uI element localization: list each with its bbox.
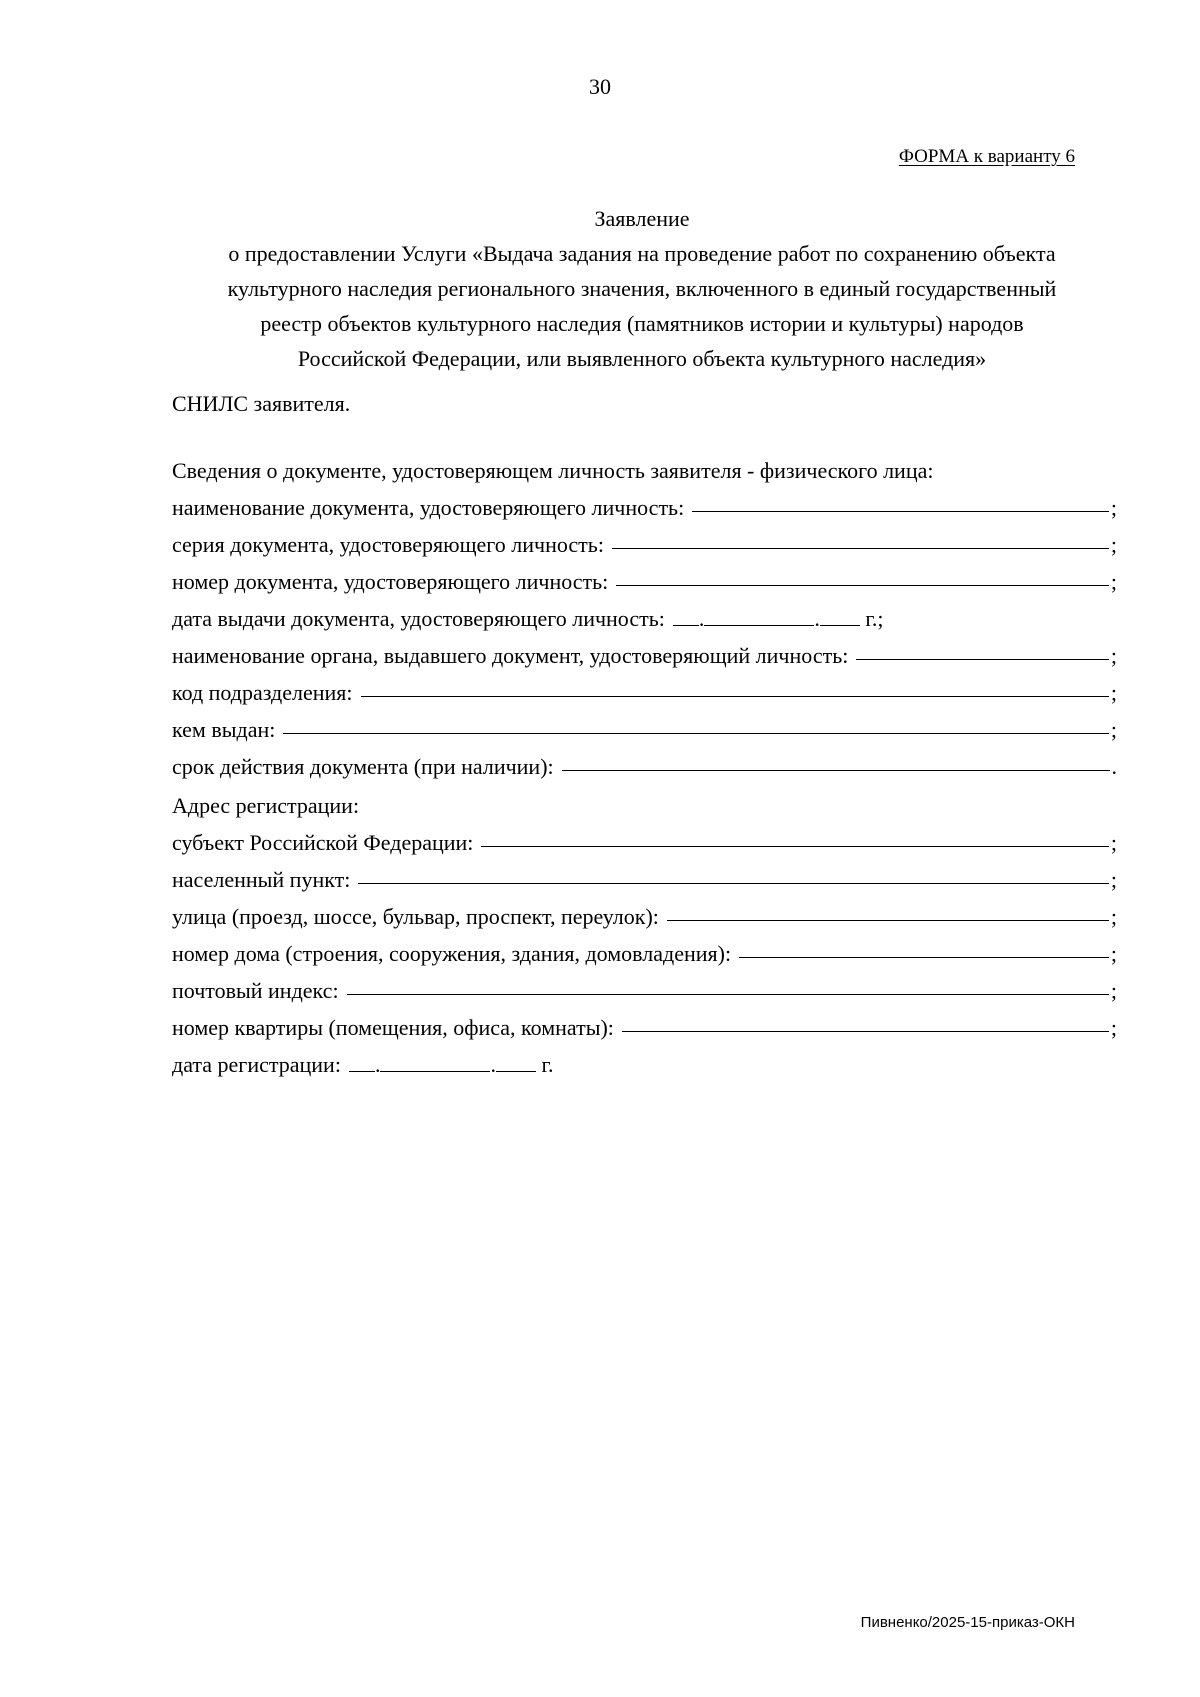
year-suffix: г. bbox=[541, 1052, 554, 1077]
issue-date-day-field[interactable] bbox=[673, 605, 699, 626]
doc-series-row bbox=[172, 526, 1117, 563]
line-end: ; bbox=[1110, 680, 1117, 705]
issued-by-label: кем выдан: bbox=[172, 717, 276, 742]
region-label: субъект Российской Федерации: bbox=[172, 830, 474, 855]
house-label: номер дома (строения, сооружения, здания, домовладения): bbox=[172, 941, 732, 966]
form-reference: ФОРМА к варианту 6 bbox=[898, 146, 1075, 167]
issuing-authority-row bbox=[172, 637, 1117, 674]
line-end: ; bbox=[1110, 569, 1117, 594]
year-suffix: г.; bbox=[865, 606, 884, 631]
postal-code-label: почтовый индекс: bbox=[172, 978, 339, 1003]
line-end: ; bbox=[1110, 941, 1117, 966]
house-row bbox=[172, 935, 1117, 972]
title-line: о предоставлении Услуги «Выдача задания на проведение работ по сохранению объекта bbox=[228, 241, 1056, 266]
title-heading: Заявление bbox=[594, 206, 690, 231]
doc-name-label: наименование документа, удостоверяющего личность: bbox=[172, 495, 685, 520]
registration-date-row bbox=[172, 1046, 1117, 1083]
line-end: ; bbox=[1110, 867, 1117, 892]
doc-number-label: номер документа, удостоверяющего личность: bbox=[172, 569, 609, 594]
issued-by-field[interactable] bbox=[283, 711, 1109, 734]
validity-label: срок действия документа (при наличии): bbox=[172, 754, 554, 779]
doc-name-row bbox=[172, 489, 1117, 526]
doc-series-label: серия документа, удостоверяющего личность: bbox=[172, 532, 604, 557]
title-line: Российской Федерации, или выявленного объекта культурного наследия» bbox=[297, 346, 987, 371]
issue-date-label: дата выдачи документа, удостоверяющего личность: bbox=[172, 606, 665, 631]
division-code-label: код подразделения: bbox=[172, 680, 353, 705]
line-end: ; bbox=[1110, 1015, 1117, 1040]
issue-date-year-field[interactable] bbox=[820, 605, 860, 626]
issuing-authority-label: наименование органа, выдавшего документ, удостоверяющий личность: bbox=[172, 643, 849, 668]
apartment-row bbox=[172, 1009, 1117, 1046]
apartment-label: номер квартиры (помещения, офиса, комнаты): bbox=[172, 1015, 614, 1040]
identity-document-section bbox=[172, 452, 1117, 785]
street-row bbox=[172, 898, 1117, 935]
doc-number-row bbox=[172, 563, 1117, 600]
line-end: ; bbox=[1110, 643, 1117, 668]
registration-address-section bbox=[172, 787, 1117, 1083]
line-end: ; bbox=[1110, 830, 1117, 855]
date-separator: . bbox=[490, 1052, 496, 1077]
registration-date-day-field[interactable] bbox=[349, 1051, 375, 1072]
line-end: ; bbox=[1110, 904, 1117, 929]
locality-row bbox=[172, 861, 1117, 898]
identity-section-heading: Сведения о документе, удостоверяющем личность заявителя - физического лица: bbox=[172, 458, 934, 483]
issue-date-row bbox=[172, 600, 1117, 637]
line-end: ; bbox=[1110, 495, 1117, 520]
snils-label: СНИЛС заявителя. bbox=[172, 391, 351, 416]
line-end: ; bbox=[1110, 978, 1117, 1003]
date-separator: . bbox=[698, 606, 705, 631]
issued-by-row bbox=[172, 711, 1117, 748]
snils-section bbox=[172, 385, 1117, 422]
doc-name-field[interactable] bbox=[692, 489, 1109, 512]
doc-series-field[interactable] bbox=[612, 526, 1109, 549]
issuing-authority-field[interactable] bbox=[856, 637, 1109, 660]
apartment-field[interactable] bbox=[622, 1009, 1109, 1032]
locality-field[interactable] bbox=[358, 861, 1109, 884]
locality-label: населенный пункт: bbox=[172, 867, 351, 892]
street-field[interactable] bbox=[667, 898, 1109, 921]
registration-date-label: дата регистрации: bbox=[172, 1052, 341, 1077]
house-field[interactable] bbox=[739, 935, 1109, 958]
document-title bbox=[172, 201, 1112, 376]
title-line: реестр объектов культурного наследия (памятников истории и культуры) народов bbox=[260, 311, 1024, 336]
postal-code-row bbox=[172, 972, 1117, 1009]
division-code-field[interactable] bbox=[361, 674, 1109, 697]
issue-date-month-field[interactable] bbox=[704, 605, 814, 626]
region-field[interactable] bbox=[481, 824, 1108, 847]
division-code-row bbox=[172, 674, 1117, 711]
footer-document-code: Пивненко/2025-15-приказ-ОКН bbox=[860, 1614, 1075, 1631]
date-separator: . bbox=[374, 1052, 381, 1077]
line-end: ; bbox=[1110, 717, 1117, 742]
page-number: 30 bbox=[589, 74, 611, 99]
date-separator: . bbox=[814, 606, 820, 631]
line-end: . bbox=[1111, 754, 1117, 779]
postal-code-field[interactable] bbox=[347, 972, 1109, 995]
title-line: культурного наследия регионального значения, включенного в единый государственный bbox=[227, 276, 1057, 301]
validity-row bbox=[172, 748, 1117, 785]
region-row bbox=[172, 824, 1117, 861]
address-section-heading: Адрес регистрации: bbox=[172, 793, 360, 818]
registration-date-year-field[interactable] bbox=[496, 1051, 536, 1072]
street-label: улица (проезд, шоссе, бульвар, проспект, переулок): bbox=[172, 904, 659, 929]
line-end: ; bbox=[1110, 532, 1117, 557]
doc-number-field[interactable] bbox=[616, 563, 1109, 586]
registration-date-month-field[interactable] bbox=[380, 1051, 490, 1072]
validity-field[interactable] bbox=[562, 748, 1110, 771]
